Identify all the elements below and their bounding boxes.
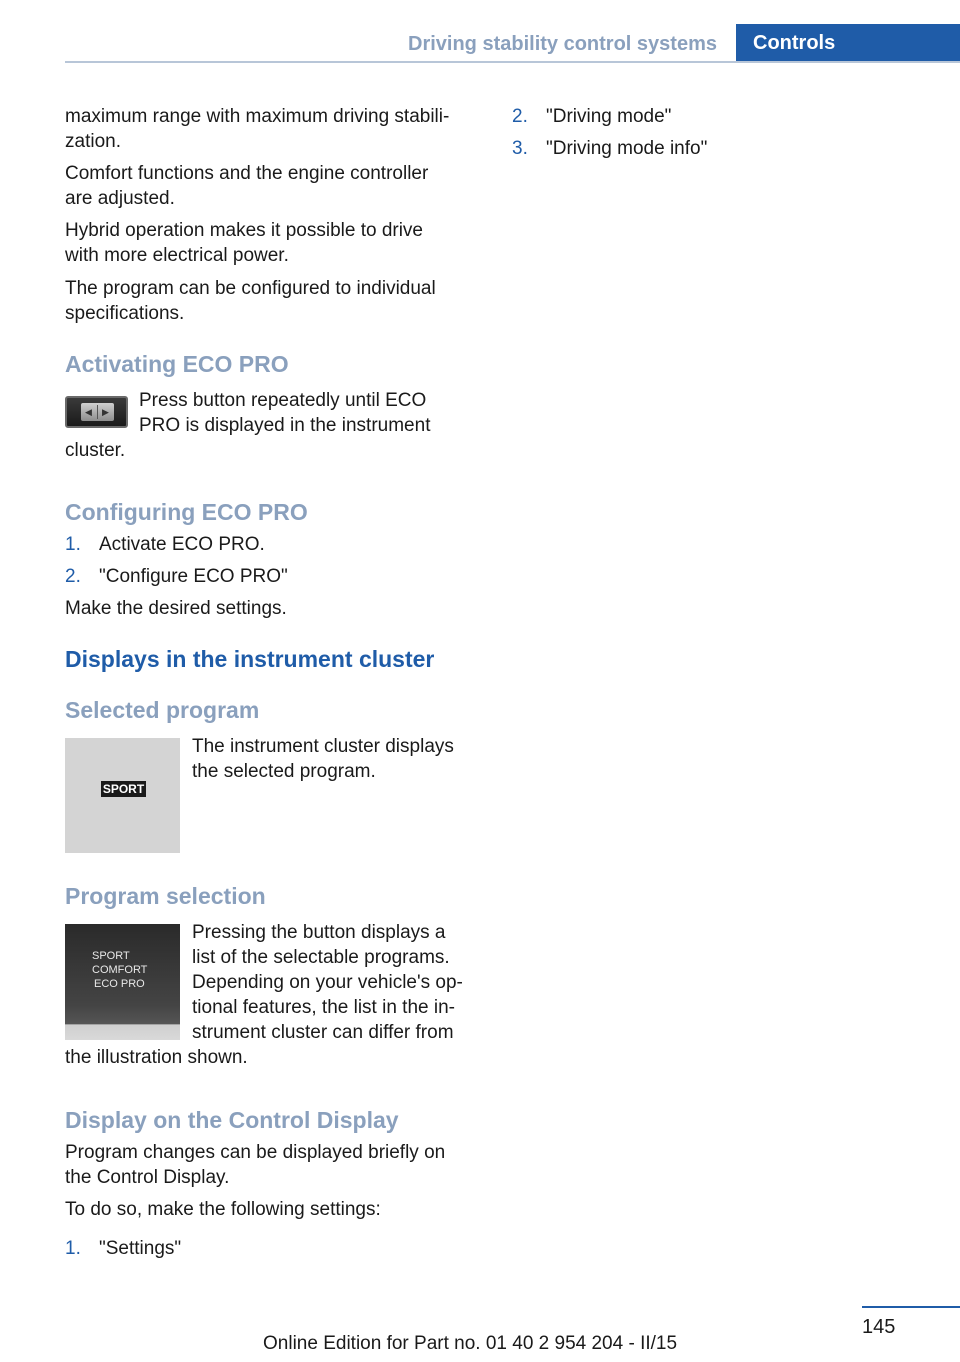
configuring-after-text: Make the desired settings. bbox=[65, 598, 287, 619]
control-display-text-line: Program changes can be displayed briefly on bbox=[65, 1142, 446, 1163]
program-selection-text-line: Depending on your vehicle's op‐ bbox=[192, 972, 463, 993]
intro-line: maximum range with maximum driving stabili‐ bbox=[65, 106, 450, 127]
step-number: 3. bbox=[512, 138, 528, 159]
page-number: 145 bbox=[862, 1316, 896, 1338]
step-number: 1. bbox=[65, 1238, 81, 1259]
intro-line: are adjusted. bbox=[65, 188, 175, 209]
program-selection-text-line: Pressing the button displays a bbox=[192, 922, 446, 943]
activating-heading: Activating ECO PRO bbox=[65, 351, 289, 377]
program-menu-list bbox=[92, 949, 147, 991]
program-selection-text-line: list of the selectable programs. bbox=[192, 947, 450, 968]
header-chapter-tab: Controls bbox=[736, 24, 960, 62]
intro-line: specifications. bbox=[65, 303, 185, 324]
arrow-left-icon: ◀ bbox=[85, 407, 92, 417]
displays-heading: Displays in the instrument cluster bbox=[65, 646, 435, 672]
footer-divider bbox=[862, 1306, 960, 1308]
intro-line: with more electrical power. bbox=[65, 245, 289, 266]
program-selection-text-line: the illustration shown. bbox=[65, 1047, 248, 1068]
driving-experience-switch-image bbox=[65, 396, 128, 428]
activating-text-line: cluster. bbox=[65, 440, 126, 461]
configuring-heading: Configuring ECO PRO bbox=[65, 499, 308, 525]
step-number: 2. bbox=[512, 106, 528, 127]
sport-badge: SPORT bbox=[102, 782, 145, 796]
step-number: 1. bbox=[65, 534, 81, 555]
header-section-title: Driving stability control systems bbox=[408, 33, 717, 55]
intro-line: Hybrid operation makes it possible to drive bbox=[65, 220, 424, 241]
step-text: "Configure ECO PRO" bbox=[99, 566, 288, 587]
activating-text-line: Press button repeatedly until ECO bbox=[139, 390, 427, 411]
program-selection-text-line: strument cluster can differ from bbox=[192, 1022, 454, 1043]
arrow-right-icon: ▶ bbox=[102, 407, 109, 417]
control-display-text-line: the Control Display. bbox=[65, 1167, 230, 1188]
step-text: "Driving mode info" bbox=[546, 138, 708, 159]
selected-program-image bbox=[65, 738, 180, 853]
activating-text-line: PRO is displayed in the instrument bbox=[139, 415, 431, 436]
step-text: Activate ECO PRO. bbox=[99, 534, 265, 555]
step-text: "Settings" bbox=[99, 1238, 182, 1259]
program-menu-item: ECO PRO bbox=[94, 978, 145, 990]
header-divider bbox=[65, 61, 960, 63]
program-selection-image bbox=[65, 924, 180, 1040]
edition-note: Online Edition for Part no. 01 40 2 954 204 - II/15 bbox=[263, 1333, 678, 1354]
program-selection-text-line: tional features, the list in the in‐ bbox=[192, 997, 455, 1018]
intro-line: The program can be configured to individual bbox=[65, 278, 436, 299]
step-number: 2. bbox=[65, 566, 81, 587]
selected-program-text-line: The instrument cluster displays bbox=[192, 736, 454, 757]
step-text: "Driving mode" bbox=[546, 106, 672, 127]
control-display-text-line: To do so, make the following settings: bbox=[65, 1199, 381, 1220]
program-menu-item: SPORT bbox=[92, 950, 130, 962]
program-selection-heading: Program selection bbox=[65, 883, 266, 909]
control-display-heading: Display on the Control Display bbox=[65, 1107, 399, 1133]
intro-line: zation. bbox=[65, 131, 121, 152]
program-menu-item: COMFORT bbox=[92, 964, 148, 976]
switch-rocker-icon bbox=[81, 403, 114, 421]
selected-program-heading: Selected program bbox=[65, 697, 260, 723]
selected-program-text-line: the selected program. bbox=[192, 761, 376, 782]
intro-line: Comfort functions and the engine controller bbox=[65, 163, 429, 184]
